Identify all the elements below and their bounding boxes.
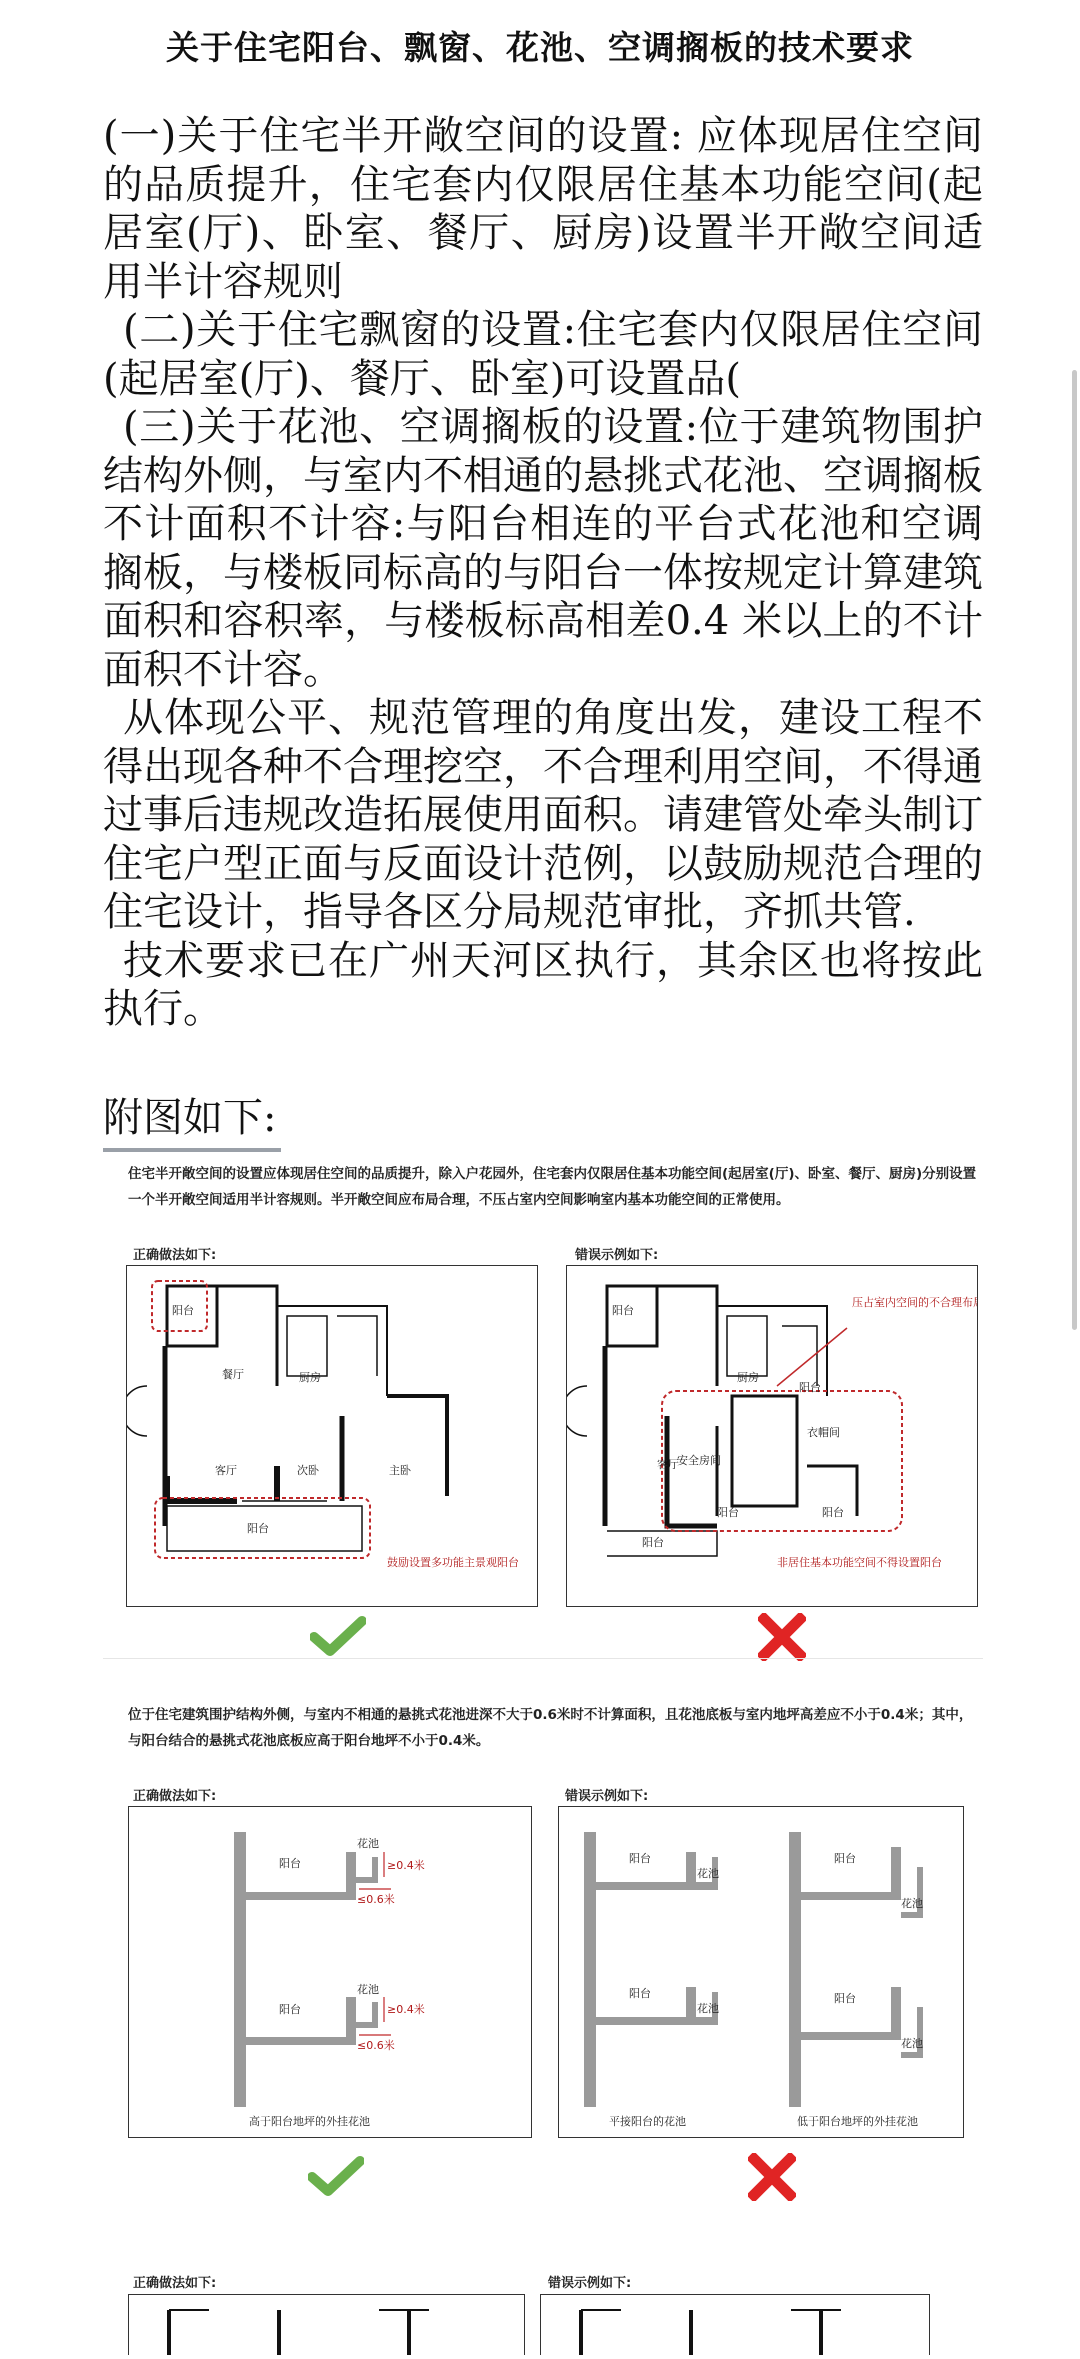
heading-underline <box>103 1148 281 1152</box>
fig3-wrong-svg <box>541 2295 929 2355</box>
page-title: 关于住宅阳台、飘窗、花池、空调搁板的技术要求 <box>166 28 914 67</box>
room-label: 阳台 <box>642 1536 664 1549</box>
fig1-wrong-caption: 错误示例如下: <box>575 1248 659 1263</box>
room-label: 阳台 <box>172 1304 194 1317</box>
fig2-note: 位于住宅建筑围护结构外侧，与室内不相通的悬挑式花池进深不大于0.6米时不计算面积，且花池底板与室内地坪高差应不小于0.4米；其中，与阳台结合的悬挑式花池底板应高于阳台地坪不小于0.4米。 <box>128 1707 973 1749</box>
balcony-label: 阳台 <box>834 1852 856 1865</box>
section-correct-svg <box>129 1807 531 2137</box>
planter-label: 花池 <box>357 1983 379 1996</box>
fig1-left-tag: 鼓励设置多功能主景观阳台 <box>387 1556 519 1569</box>
room-label: 主卧 <box>389 1464 411 1477</box>
floorplan-correct-svg <box>127 1266 537 1606</box>
fig1-note: 住宅半开敞空间的设置应体现居住空间的品质提升，除入户花园外，住宅套内仅限居住基本功能空间(起居室(厅)、卧室、餐厅、厨房)分别设置一个半开敞空间适用半计容规则。半开敞空间应布局合理，不压占室内空间影响室内基本功能空间的正常使用。 <box>128 1166 977 1208</box>
paragraph-1: (一)关于住宅半开敞空间的设置: 应体现居住空间的品质提升，住宅套内仅限居住基本功能空间(起居室(厅)、卧室、餐厅、厨房)设置半开敞空间适用半计容规则 <box>103 113 983 305</box>
room-label: 厨房 <box>737 1371 759 1384</box>
fig3-correct-caption: 正确做法如下: <box>133 2276 217 2291</box>
paragraph-5: 技术要求已在广州天河区执行，其余区也将按此执行。 <box>103 937 983 1032</box>
figure-heading: 附图如下: <box>103 1095 277 1141</box>
fig1-wrong-floorplan <box>566 1265 978 1607</box>
fig2-wrong-section <box>558 1806 964 2138</box>
planter-label: 花池 <box>901 1897 923 1910</box>
cross-icon <box>758 1613 806 1661</box>
article-body <box>103 112 983 1034</box>
room-label: 次卧 <box>297 1464 319 1477</box>
fig3-wrong-caption: 错误示例如下: <box>548 2276 632 2291</box>
scrollbar[interactable] <box>1072 370 1077 1330</box>
room-label: 厨房 <box>299 1371 321 1384</box>
planter-label: 花池 <box>357 1837 379 1850</box>
fig3-correct-svg <box>129 2295 524 2355</box>
room-label: 客厅 <box>215 1464 237 1477</box>
fig2-right-tag-b: 低于阳台地坪的外挂花池 <box>797 2115 918 2128</box>
fig1-correct-caption: 正确做法如下: <box>133 1248 217 1263</box>
fig1-correct-floorplan <box>126 1265 538 1607</box>
room-label: 阳台 <box>822 1506 844 1519</box>
paragraph-2: (二)关于住宅飘窗的设置:住宅套内仅限居住空间(起居室(厅)、餐厅、卧室)可设置品( <box>103 307 983 402</box>
planter-label: 花池 <box>697 1867 719 1880</box>
planter-label: 花池 <box>901 2037 923 2050</box>
fig2-correct-section <box>128 1806 532 2138</box>
room-label: 阳台 <box>717 1506 739 1519</box>
fig2-right-tag-a: 平接阳台的花池 <box>609 2115 686 2128</box>
room-label: 安全房间 <box>677 1454 721 1467</box>
floorplan-wrong-svg <box>567 1266 977 1606</box>
room-label: 餐厅 <box>222 1368 244 1381</box>
section-divider <box>103 1658 983 1659</box>
check-icon <box>308 2155 364 2197</box>
fig3-wrong-plan <box>540 2294 930 2355</box>
fig2-left-tag: 高于阳台地坪的外挂花池 <box>249 2115 370 2128</box>
room-label: 客厅 <box>657 1458 679 1471</box>
balcony-label: 阳台 <box>279 2003 301 2016</box>
room-label: 衣帽间 <box>807 1426 840 1439</box>
room-label: 阳台 <box>612 1304 634 1317</box>
planter-label: 花池 <box>697 2002 719 2015</box>
dim-a-label: ≥0.4米 <box>387 2003 425 2016</box>
fig3-correct-plan <box>128 2294 525 2355</box>
dim-b-label: ≤0.6米 <box>357 2039 395 2052</box>
fig1-right-tag-top: 压占室内空间的不合理布局 <box>852 1296 977 1309</box>
dim-a-label: ≥0.4米 <box>387 1859 425 1872</box>
cross-icon <box>748 2153 796 2201</box>
balcony-label: 阳台 <box>834 1992 856 2005</box>
fig2-wrong-caption: 错误示例如下: <box>565 1789 649 1804</box>
section-wrong-svg <box>559 1807 963 2137</box>
check-icon <box>310 1615 366 1657</box>
balcony-label: 阳台 <box>629 1987 651 2000</box>
room-label: 阳台 <box>247 1522 269 1535</box>
paragraph-4: 从体现公平、规范管理的角度出发，建设工程不得出现各种不合理挖空，不合理利用空间，不得通过事后违规改造拓展使用面积。请建管处牵头制订住宅户型正面与反面设计范例，以鼓励规范合理的住宅设计，指导各区分局规范审批，齐抓共管. <box>103 695 983 935</box>
fig1-right-tag-bottom: 非居住基本功能空间不得设置阳台 <box>777 1556 942 1569</box>
balcony-label: 阳台 <box>279 1857 301 1870</box>
fig2-correct-caption: 正确做法如下: <box>133 1789 217 1804</box>
dim-b-label: ≤0.6米 <box>357 1893 395 1906</box>
balcony-label: 阳台 <box>629 1852 651 1865</box>
paragraph-3: (三)关于花池、空调搁板的设置:位于建筑物围护结构外侧，与室内不相通的悬挑式花池、空调搁板不计面积不计容:与阳台相连的平台式花池和空调搁板，与楼板同标高的与阳台一体按规定计算建筑面积和容积率，与楼板标高相差0.4 米以上的不计面积不计容。 <box>103 404 983 693</box>
room-label: 阳台 <box>799 1381 821 1394</box>
